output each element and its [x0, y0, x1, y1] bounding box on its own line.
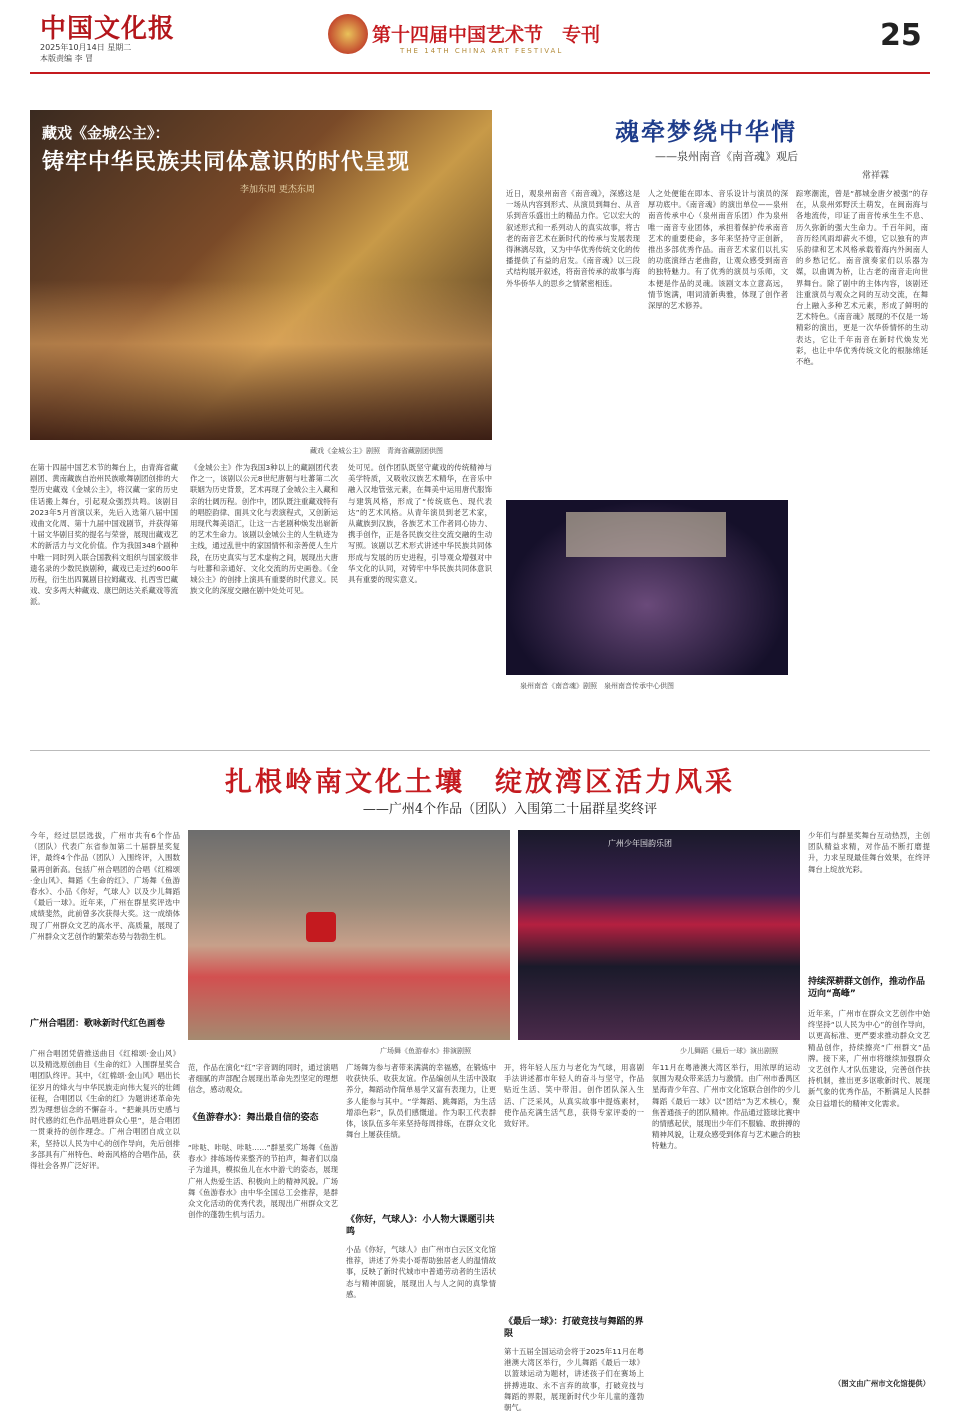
festival-emblem-icon	[328, 14, 368, 54]
feature-column-3: 广场舞为参与者带来满满的幸福感，在锻炼中收获快乐、收获友谊。作品编创从生活中汲取养分，舞蹈动作简单易学又富有表现力，让更多人能参与其中。“学舞蹈、跳舞蹈，为生活增添色彩”，队员们感慨道。作为职工代表群体，该队伍多年来坚持每周排练，在群众文化舞台上屡获佳绩。	[346, 1063, 496, 1140]
article1-headline: 铸牢中华民族共同体意识的时代呈现	[42, 149, 411, 175]
feature-column-4b: 第十五届全国运动会将于2025年11月在粤港澳大湾区举行，少儿舞蹈《最后一球》以篮球运动为题材，讲述孩子们在赛场上拼搏进取、永不言弃的故事，打破竞技与舞蹈的界限，展现新时代少年儿童的蓬勃朝气。	[504, 1347, 644, 1413]
article1-column-3: 处可见。创作团队既坚守藏戏的传统精神与美学特质，又吸收汉族艺术精华，在音乐中融入汉地管弦元素，在舞美中运用唐代服饰与建筑风格，形成了“传统底色、现代表达”的艺术风格。从青年演员到老艺术家，从藏族到汉族，各族艺术工作者同心协力、携手创作，正是各民族交往交流交融的生动写照。该剧以艺术形式讲述中华民族共同体形成与发展的历史进程，引导观众增强对中华文化的认同，对铸牢中华民族共同体意识具有重要的现实意义。	[348, 463, 492, 585]
article1-photo-caption: 藏戏《金城公主》剧照 青海省藏剧团供图	[310, 447, 443, 455]
feature-column-6b: 近年来，广州市在群众文艺创作中始终坚持“以人民为中心”的创作导向，以更高标准、更严要求推动群众文艺精品创作，持续擦亮“广州群文”品牌。接下来，广州市将继续加强群众文艺创作人才队伍建设，完善创作扶持机制，推出更多讴歌新时代、展现新气象的优秀作品，不断满足人民群众日益增长的精神文化需求。	[808, 1009, 930, 1108]
article1-column-1: 在第十四届中国艺术节的舞台上，由青海省藏剧团、黄南藏族自治州民族歌舞剧团创排的大型历史藏戏《金城公主》，将汉藏一家的历史佳话搬上舞台，引起观众强烈共鸣。该剧目2023年5月首演以来，先后入选第八届中国戏曲文化周、第十九届中国戏剧节，并获得第十届文华剧目奖的提名与荣誉，展现出藏戏艺术的新活力与文化价值。作为我国348个剧种中唯一同时列入联合国教科文组织与国家级非遗名录的少数民族剧种，藏戏已走过约600年历程，衍生出四翼剧目拉姆藏戏、扎西雪巴藏戏、安多两大种藏戏、康巴朗达关系藏戏等流派。	[30, 463, 178, 607]
feature-column-6a: 少年们与群星奖舞台互动热烈，主创团队精益求精，对作品不断打磨提升，力求呈现最佳舞台效果，在终评舞台上绽放光彩。	[808, 831, 930, 874]
feature-subhead-1: 广州合唱团：歌咏新时代红色画卷	[30, 1019, 166, 1029]
feature-column-2b: “咔哒、咔哒、咔哒……”群星奖广场舞《鱼游春水》排练场传来整齐的节拍声，舞者们以扇子为道具，模拟鱼儿在水中游弋的姿态，展现广州人热爱生活、积极向上的精神风貌。广场舞《鱼游春水》由中华全国总工会推荐，是群众文化活动的优秀代表，展现出广州群众文艺创作的蓬勃生机与活力。	[188, 1143, 338, 1220]
feature-photo-1-caption: 广场舞《鱼游春水》排演剧照	[380, 1047, 471, 1055]
feature-subhead-5: 持续深耕群文创作，推动作品迈向“高峰”	[808, 977, 926, 999]
masthead-meta	[40, 42, 131, 64]
issue-date: 2025年10月14日 星期二	[40, 43, 132, 52]
feature-subhead-2: 《鱼游春水》：舞出最自信的姿态	[188, 1113, 319, 1123]
feature-headline: 扎根岭南文化土壤 绽放湾区活力风采	[225, 767, 735, 798]
article2-author: 常祥霖	[862, 171, 890, 181]
feature-photo-2	[518, 830, 800, 1040]
article2-column-2: 人之处便能在即本、音乐设计与演员的深厚功底中。《南音魂》的演出单位——泉州南音传承中心（泉州南音乐团）作为泉州唯一南音专业团体，承担着保护传承南音艺术的重要使命，多年来坚持守正创新，推出多部优秀作品。南音艺术家们以扎实的功底演绎古老曲韵，让观众感受到南音的独特魅力。有了优秀的演员与乐师，文本便是作品的灵魂。该剧文本立意高远，情节饱满，唱词清新典雅，体现了创作者深厚的艺术修养。	[648, 189, 788, 311]
page-number: 25	[880, 18, 922, 53]
article2-column-1: 近日，观泉州南音《南音魂》，深感这是一场从内容到形式、从演员到舞台、从音乐到音乐盛出土的精品力作。它以宏大的叙述形式和一系列动人的真实故事，将古老的南音艺术在新时代的传承与发展表现得淋漓尽致，又为中华优秀传统文化的传播提供了有益的启发。《南音魂》以三段式结构展开叙述，将南音传承的故事与海外华侨华人的思乡之情紧密相连。	[506, 189, 640, 288]
feature-photo-2-label: 广州少年国韵乐团	[608, 839, 672, 848]
article2-subtitle: ——泉州南音《南音魂》观后	[655, 150, 798, 163]
feature-text-1: 广州合唱团凭借推送曲目《红棉颂·金山风》以及精选原创曲目《生命的红》入围群星奖合唱团队终评。其中，《红棉颂·金山风》唱出长征岁月的烽火与中华民族走向伟大复兴的壮阔征程，合唱团以《生命的红》为题讲述革命先烈为理想信念的不懈奋斗。“把兼具历史感与时代感的红色作品唱进群众心里”，是合唱团一贯秉持的创作理念。广州合唱团自成立以来，坚持以人民为中心的创作导向，先后创排多部具有广州特色、岭南风格的合唱作品，获得社会各界广泛好评。	[30, 1049, 180, 1171]
red-banner-icon	[306, 912, 336, 942]
page-editor: 本版责编 李 冒	[40, 54, 94, 63]
feature-column-4: 开，将年轻人压力与老化为气球，用喜剧手法讲述都市年轻人的奋斗与坚守，作品贴近生活、笑中带泪。创作团队深入生活、广泛采风，从真实故事中提炼素材，使作品充满生活气息，获得专家评委的一致好评。	[504, 1063, 644, 1129]
festival-title-en: THE 14TH CHINA ART FESTIVAL	[400, 47, 564, 55]
feature-intro: 今年，经过层层选拔，广州市共有6个作品（团队）代表广东省参加第二十届群星奖复评，最终4个作品（团队）入围终评，入围数量再创新高。包括广州合唱团的合唱《红棉颂·金山风》、舞蹈《生命的红》、广场舞《鱼游春水》、小品《你好，气球人》以及少儿舞蹈《最后一球》。近年来，广州在群星奖评选中成绩斐然，此前曾多次获得大奖。这一成绩体现了广州群众文艺的高水平、高质量，展现了广州群众文艺创作的繁荣态势与勃勃生机。	[30, 831, 180, 941]
masthead-rule	[30, 72, 930, 74]
feature-photo-1	[188, 830, 510, 1040]
feature-photo-2-caption: 少儿舞蹈《最后一球》演出剧照	[680, 1047, 778, 1055]
feature-subhead-4: 《最后一球》：打破竞技与舞蹈的界限	[504, 1317, 644, 1339]
article1-column-2: 《金城公主》作为我国3种以上的藏剧团代表作之一，该剧以公元8世纪唐朝与吐蕃第二次联姻为历史背景，艺术再现了金城公主入藏和亲的壮阔历程。创作中，团队既注重藏戏特有的唱腔韵律、面具文化与表演程式，又创新运用现代舞美语汇，让这一古老剧种焕发出崭新的艺术生命力。该剧以金城公主的人生轨迹为主线，通过乱世中的家国情怀和亲善使人生片段，在历史真实与艺术虚构之间，展现出大唐与吐蕃和亲通好、文化交流的历史画卷。《金城公主》的创排上演具有重要的时代意义。民族文化的深度交融在剧中处处可见。	[190, 463, 338, 596]
feature-column-2a: 范，作品在演化“红”字音调的同时，通过演唱者细腻的声部配合展现出革命先烈坚定的理想信念，感动观众。	[188, 1063, 338, 1095]
feature-column-5: 年11月在粤港澳大湾区举行，用浓厚的运动氛围为观众带来活力与激情。由广州市番禺区星海青少年宫、广州市文化馆联合创作的少儿舞蹈《最后一球》以“团结”为艺术核心，聚焦普通孩子的团队精神。作品通过篮球比赛中的情感起伏，展现出少年们不服输、敢拼搏的精神风貌，让观众感受到体育与艺术融合的独特魅力。	[652, 1063, 800, 1151]
special-label: 专刊	[562, 24, 601, 46]
stage-scroll-backdrop	[566, 512, 726, 557]
article2-column-3: 踪寒潮流，曾是“都城金唐夕被强”的存在，从泉州郊野沃土萌发，在闽南海与各地流传，印证了南音传承生生不息、历久弥新的强大生命力。千百年间，南音历经风雨却薪火不熄，它以独有的声乐韵律和艺术风格承载着海内外闽南人的乡愁记忆。南音演奏家们以乐器为媒，以曲调为桥，让古老的南音走向世界舞台。除了剧中的主体内容，该剧还注重演员与观众之间的互动交流，在舞台上融入多种艺术元素，形成了鲜明的艺术特色。《南音魂》展现的不仅是一场精彩的演出，更是一次华侨情怀的生动表达，它让千年南音在新时代焕发光彩，也让中华优秀传统文化的根脉绵延不绝。	[796, 189, 928, 367]
article1-kicker: 藏戏《金城公主》：	[42, 124, 170, 142]
stage-figures	[30, 280, 492, 440]
feature-credit: （图文由广州市文化馆提供）	[833, 1379, 930, 1388]
section-divider	[30, 750, 930, 751]
feature-column-3b: 小品《你好，气球人》由广州市白云区文化馆推荐，讲述了外卖小哥帮助独居老人的温情故事，反映了新时代城市中普通劳动者的生活状态与精神面貌，展现出人与人之间的真挚情感。	[346, 1245, 496, 1299]
article2-photo	[506, 500, 788, 675]
feature-subtitle: ——广州4个作品（团队）入围第二十届群星奖终评	[362, 802, 658, 817]
festival-title: 第十四届中国艺术节	[372, 24, 544, 46]
article2-photo-caption: 泉州南音《南音魂》剧照 泉州南音传承中心供图	[520, 682, 674, 690]
article2-headline: 魂牵梦绕中华情	[615, 117, 797, 146]
article1-byline: 李加东周 更杰东周	[240, 185, 315, 195]
feature-subhead-3: 《你好，气球人》：小人物大课题引共鸣	[346, 1215, 495, 1237]
newspaper-logo: 中国文化报	[40, 14, 176, 44]
